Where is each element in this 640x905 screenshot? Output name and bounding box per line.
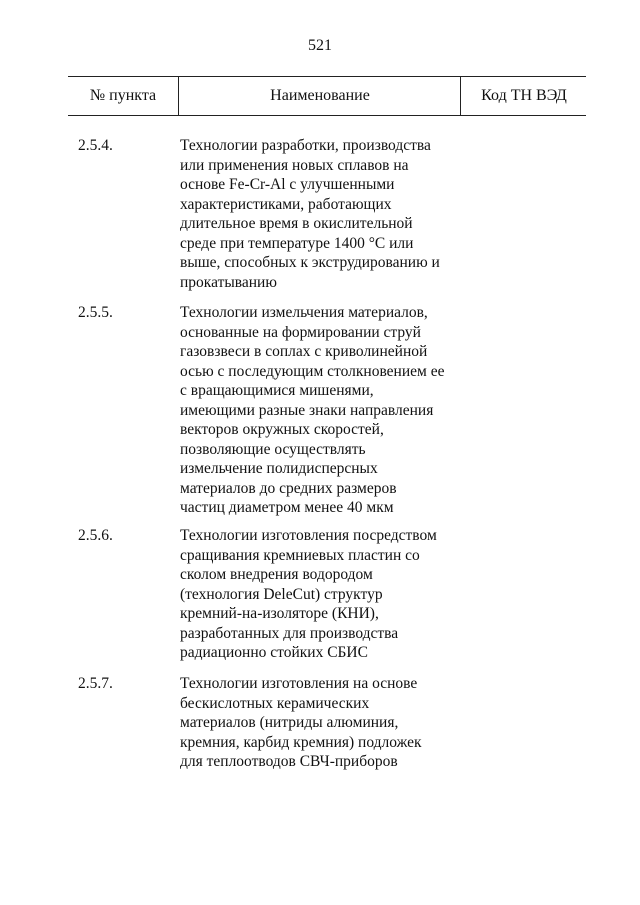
row-description: [180, 136, 470, 292]
row-line: (технология DeleCut) структур: [180, 585, 383, 603]
row-line: измельчение полидисперсных: [180, 460, 378, 477]
row-line: разработанных для производства: [180, 624, 399, 642]
table-header: [68, 76, 586, 116]
row-line: позволяющие осуществлять: [180, 440, 366, 458]
row-line: векторов окружных скоростей,: [180, 421, 384, 438]
row-line: осью с последующим столкновением ее: [180, 362, 445, 380]
row-line: газовзвеси в соплах с криволинейной: [180, 343, 428, 360]
row-line: материалов до средних размеров: [180, 479, 397, 497]
row-line: длительное время в окислительной: [180, 215, 413, 232]
row-line: среде при температуре 1400 °С или: [180, 234, 414, 252]
row-line: имеющими разные знаки направления: [180, 401, 434, 419]
header-name: Наименование: [178, 77, 461, 115]
row-description: [180, 526, 470, 663]
row-line: материалов (нитриды алюминия,: [180, 714, 399, 731]
row-line: с вращающимися мишенями,: [180, 382, 374, 399]
row-number: 2.5.6.: [78, 527, 113, 544]
row-line: Технологии измельчения материалов,: [180, 304, 428, 321]
row-line: Технологии изготовления на основе: [180, 675, 418, 692]
header-code: Код ТН ВЭД: [460, 77, 587, 115]
row-number: 2.5.4.: [78, 137, 113, 154]
row-description: [180, 674, 470, 772]
row-line: для теплоотводов СВЧ-приборов: [180, 753, 398, 770]
row-line: прокатыванию: [180, 273, 277, 291]
row-line: кремний-на-изоляторе (КНИ),: [180, 605, 379, 622]
row-line: радиационно стойких СБИС: [180, 644, 368, 661]
row-line: выше, способных к экструдированию и: [180, 254, 440, 271]
page-number: 521: [308, 37, 332, 54]
row-line: Технологии изготовления посредством: [180, 527, 437, 544]
row-number: 2.5.7.: [78, 675, 113, 692]
row-line: Технологии разработки, производства: [180, 137, 431, 154]
row-line: частиц диаметром менее 40 мкм: [180, 499, 394, 516]
row-line: характеристиками, работающих: [180, 195, 392, 213]
row-description: [180, 303, 470, 518]
row-line: или применения новых сплавов на: [180, 156, 409, 174]
row-line: бескислотных керамических: [180, 694, 370, 712]
row-line: основанные на формировании струй: [180, 323, 421, 341]
row-line: сращивания кремниевых пластин со: [180, 546, 420, 564]
row-line: основе Fe-Cr-Al с улучшенными: [180, 176, 395, 193]
row-line: сколом внедрения водородом: [180, 566, 373, 583]
row-number: 2.5.5.: [78, 304, 113, 321]
header-item-number: № пункта: [89, 87, 157, 104]
row-line: кремния, карбид кремния) подложек: [180, 733, 422, 751]
